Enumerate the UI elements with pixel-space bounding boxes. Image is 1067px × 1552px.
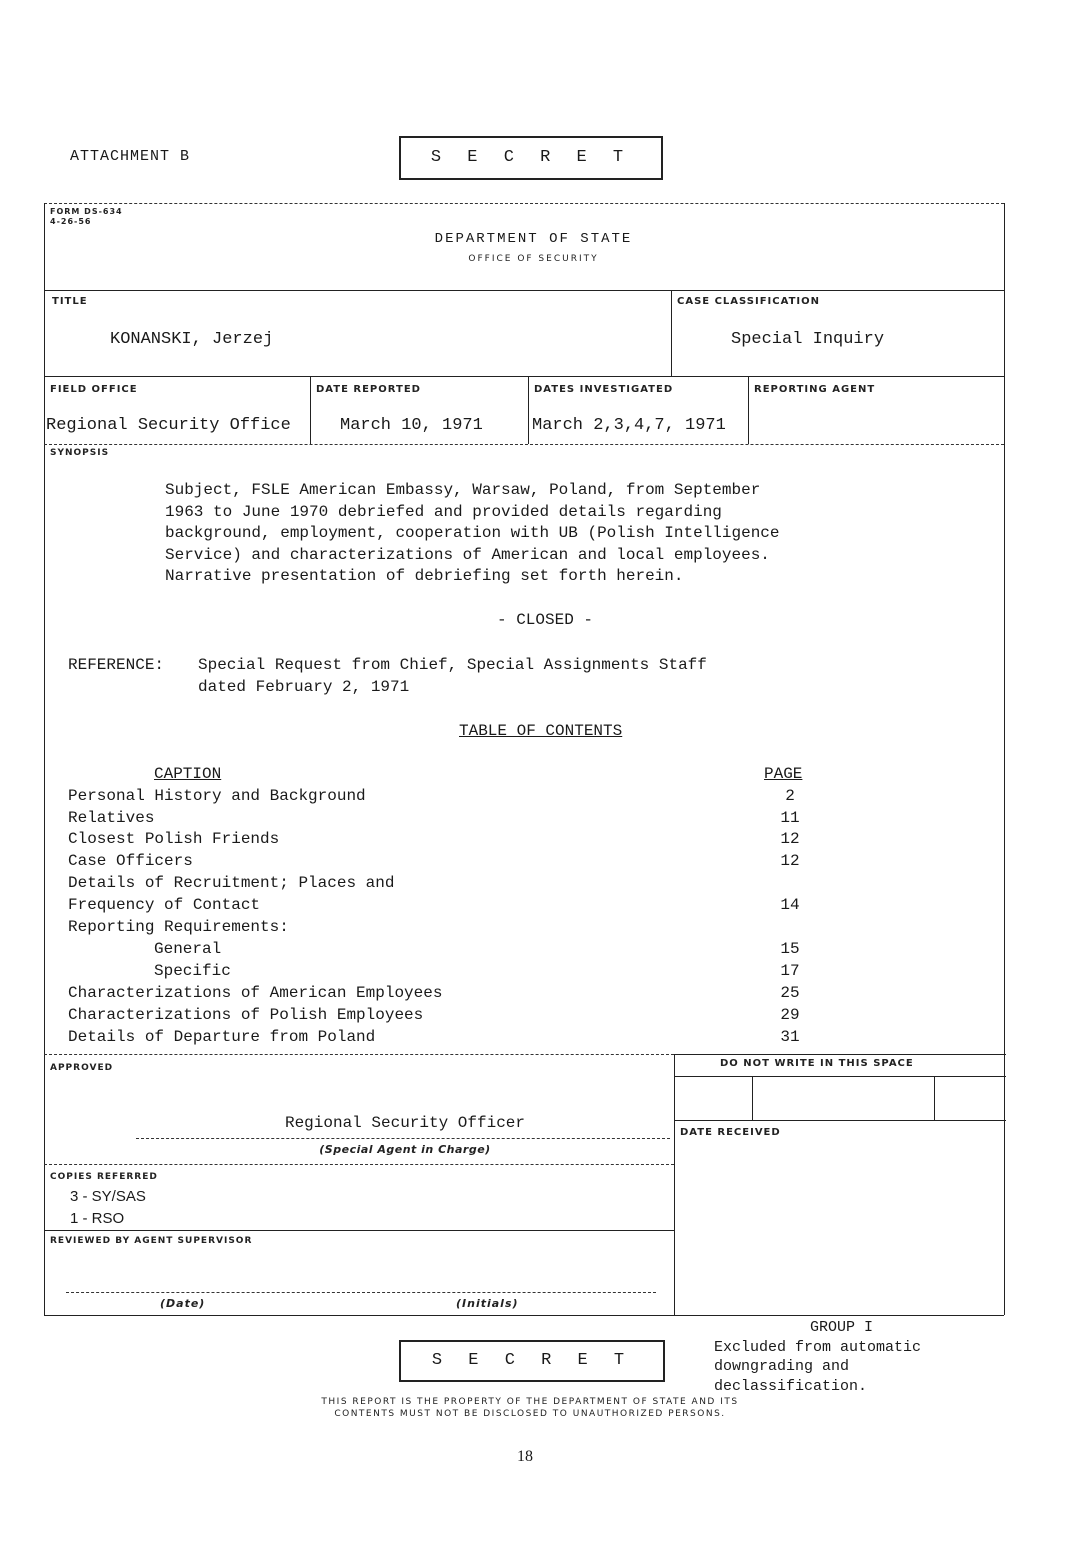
office-row-top-line [44, 376, 1004, 377]
title-label: TITLE [52, 296, 88, 307]
synopsis-line: Service) and characterizations of American and local employees. [165, 545, 770, 564]
do-not-write-label: DO NOT WRITE IN THIS SPACE [720, 1058, 914, 1069]
dates-investigated-value: March 2,3,4,7, 1971 [532, 416, 726, 435]
closed-status: - CLOSED - [496, 611, 593, 629]
office-title: OFFICE OF SECURITY [468, 254, 599, 264]
toc-item: Relatives 11 [68, 809, 800, 827]
do-not-write-box-top [674, 1076, 1006, 1077]
do-not-write-box-divider-2 [934, 1076, 935, 1120]
title-row-divider [671, 290, 672, 376]
synopsis-line: background, employment, cooperation with UB (Polish Intelligence [165, 524, 780, 542]
do-not-write-box-divider-1 [752, 1076, 753, 1120]
copies-referred-label: COPIES REFERRED [50, 1172, 158, 1182]
toc-item: Characterizations of Polish Employees 29 [68, 1006, 800, 1024]
title-value: KONANSKI, Jerzej [110, 330, 274, 349]
toc-caption-header: CAPTION [154, 765, 222, 783]
toc-item: Frequency of Contact 14 [68, 896, 800, 914]
toc-item: Case Officers 12 [68, 852, 800, 870]
approved-signature-line [136, 1138, 670, 1139]
toc-item: Characterizations of American Employees 25 [68, 984, 800, 1002]
synopsis-line: Narrative presentation of debriefing set forth herein. [165, 567, 684, 585]
office-row-divider-1 [310, 376, 311, 444]
reference-label: REFERENCE: [68, 656, 165, 674]
date-received-top-line [674, 1120, 1006, 1121]
approved-top-line [44, 1054, 674, 1055]
form-left-border [44, 203, 45, 1315]
reference-line-1: Special Request from Chief, Special Assignments Staff [198, 656, 707, 674]
synopsis-top-line [44, 444, 1004, 445]
form-id: FORM DS-634 4-26-56 [50, 207, 123, 226]
office-row-divider-2 [528, 376, 529, 444]
copies-line: 3 - SY/SAS [70, 1188, 146, 1205]
footer-notice [0, 1396, 1060, 1420]
synopsis-text [165, 480, 985, 588]
reviewed-label: REVIEWED BY AGENT SUPERVISOR [50, 1236, 253, 1246]
reporting-agent-label: REPORTING AGENT [754, 384, 876, 395]
reference-line-2: dated February 2, 1971 [198, 678, 410, 696]
approved-signer-caption: (Special Agent in Charge) [319, 1143, 491, 1156]
synopsis-label: SYNOPSIS [50, 448, 110, 458]
group-line: Excluded from automatic [714, 1338, 922, 1356]
copies-line: 1 - RSO [70, 1210, 125, 1227]
approved-label: APPROVED [50, 1063, 114, 1073]
toc-item: Reporting Requirements: [68, 918, 289, 936]
synopsis-line: 1963 to June 1970 debriefed and provided details regarding [165, 502, 722, 521]
form-bottom-border [44, 1315, 1004, 1316]
toc-title: TABLE OF CONTENTS [459, 722, 623, 740]
footer-line: CONTENTS MUST NOT BE DISCLOSED TO UNAUTHORIZED PERSONS. [334, 1409, 726, 1419]
office-row-divider-3 [748, 376, 749, 444]
do-not-write-top-line [674, 1054, 1006, 1055]
reviewed-date-caption: (Date) [160, 1297, 206, 1310]
bottom-column-divider [674, 1054, 675, 1315]
attachment-label: ATTACHMENT B [70, 148, 191, 165]
group-notice [714, 1318, 921, 1396]
classification-top: S E C R E T [399, 136, 663, 180]
reviewed-initials-caption: (Initials) [456, 1297, 519, 1310]
synopsis-line: Subject, FSLE American Embassy, Warsaw, Poland, from September [165, 481, 761, 499]
group-line: GROUP I [810, 1319, 874, 1336]
page-number: 18 [517, 1448, 533, 1465]
classification-bottom: S E C R E T [399, 1340, 665, 1382]
case-classification-value: Special Inquiry [731, 330, 885, 349]
toc-item: Details of Recruitment; Places and [68, 874, 395, 892]
form-right-border [1004, 203, 1005, 1315]
toc-item: Specific 17 [154, 962, 800, 980]
footer-line: THIS REPORT IS THE PROPERTY OF THE DEPARTMENT OF STATE AND ITS [321, 1397, 739, 1407]
approved-signer: Regional Security Officer [284, 1114, 526, 1132]
form-top-border [44, 203, 1004, 204]
date-received-label: DATE RECEIVED [680, 1127, 781, 1138]
toc-item: Personal History and Background 2 [68, 787, 795, 805]
toc-item: General 15 [154, 940, 800, 958]
dates-investigated-label: DATES INVESTIGATED [534, 384, 674, 395]
toc-item: Closest Polish Friends 12 [68, 830, 800, 848]
department-title: DEPARTMENT OF STATE [434, 231, 633, 247]
toc-item: Details of Departure from Poland 31 [68, 1028, 800, 1046]
reviewed-top-line [44, 1230, 674, 1231]
date-reported-value: March 10, 1971 [340, 416, 483, 435]
group-line: declassification. [714, 1377, 868, 1395]
reviewed-signature-line [66, 1292, 656, 1293]
title-row-top-line [44, 290, 1004, 291]
group-line: downgrading and [714, 1358, 850, 1375]
field-office-value: Regional Security Office [46, 416, 291, 435]
date-reported-label: DATE REPORTED [316, 384, 421, 395]
case-classification-label: CASE CLASSIFICATION [677, 296, 820, 307]
toc-page-header: PAGE [764, 765, 803, 783]
field-office-label: FIELD OFFICE [50, 384, 138, 395]
copies-top-line [44, 1164, 674, 1165]
